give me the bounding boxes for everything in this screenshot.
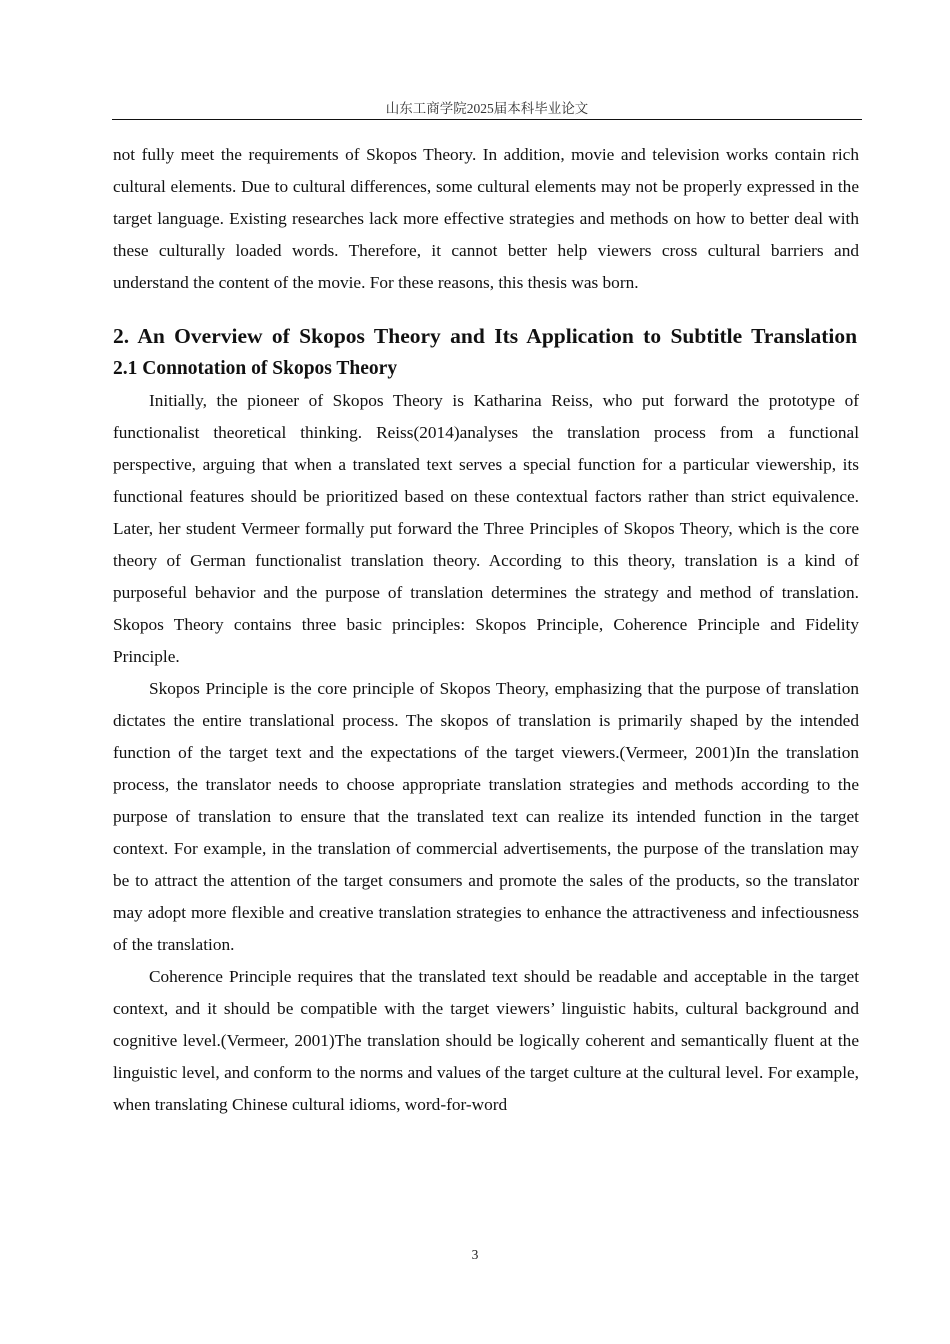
page-number: 3 — [471, 1247, 479, 1262]
paragraph-coherence-principle: Coherence Principle requires that the translated text should be readable and acceptable in the target context, and it should be compatible with the target viewers’ linguistic habits, cultural background and cognitive level.(Vermeer, 2001)The translation should be logically coherent and semantically fluent at the linguistic level, and conform to the norms and values of the target culture at the cultural level. For example, when translating Chinese cultural idioms, word-for-word — [113, 967, 859, 1114]
subsection-heading: 2.1 Connotation of Skopos Theory — [113, 358, 398, 379]
paragraph-skopos-principle: Skopos Principle is the core principle of Skopos Theory, emphasizing that the purpose of translation dictates the entire translational process. The skopos of translation is primarily shaped by the intended function of the target text and the expectations of the target viewers.(Vermeer, 2001)In the translation process, the translator needs to choose appropriate translation strategies and methods according to the purpose of translation to ensure that the translated text can realize its intended function in the target context. For example, in the translation of commercial advertisements, the purpose of the translation may be to attract the attention of the target consumers and promote the sales of the products, so the translator may adopt more flexible and creative translation strategies to enhance the attractiveness and infectiousness of the translation. — [113, 679, 859, 954]
intro-paragraph: not fully meet the requirements of Skopos Theory. In addition, movie and television works contain rich cultural elements. Due to cultural differences, some cultural elements may not be properly expressed in the target language. Existing researches lack more effective strategies and methods on how to better deal with these culturally loaded words. Therefore, it cannot better help viewers cross cultural barriers and understand the content of the movie. For these reasons, this thesis was born. — [113, 145, 859, 292]
header-rule — [112, 119, 862, 120]
section-heading: 2. An Overview of Skopos Theory and Its Application to Subtitle Translation — [113, 324, 858, 348]
paragraph-skopos-origin: Initially, the pioneer of Skopos Theory is Katharina Reiss, who put forward the prototype of functionalist theoretical thinking. Reiss(2014)analyses the translation process from a functional perspective, arguing that when a translated text serves a special function for a particular viewership, its functional features should be prioritized based on these contextual factors rather than strict equivalence. Later, her student Vermeer formally put forward the Three Principles of Skopos Theory, which is the core theory of German functionalist translation theory. According to this theory, translation is a kind of purposeful behavior and the purpose of translation determines the strategy and method of translation. Skopos Theory contains three basic principles: Skopos Principle, Coherence Principle and Fidelity Principle. — [113, 391, 859, 666]
page-body — [113, 139, 859, 1121]
running-header: 山东工商学院2025届本科毕业论文 — [385, 101, 589, 116]
